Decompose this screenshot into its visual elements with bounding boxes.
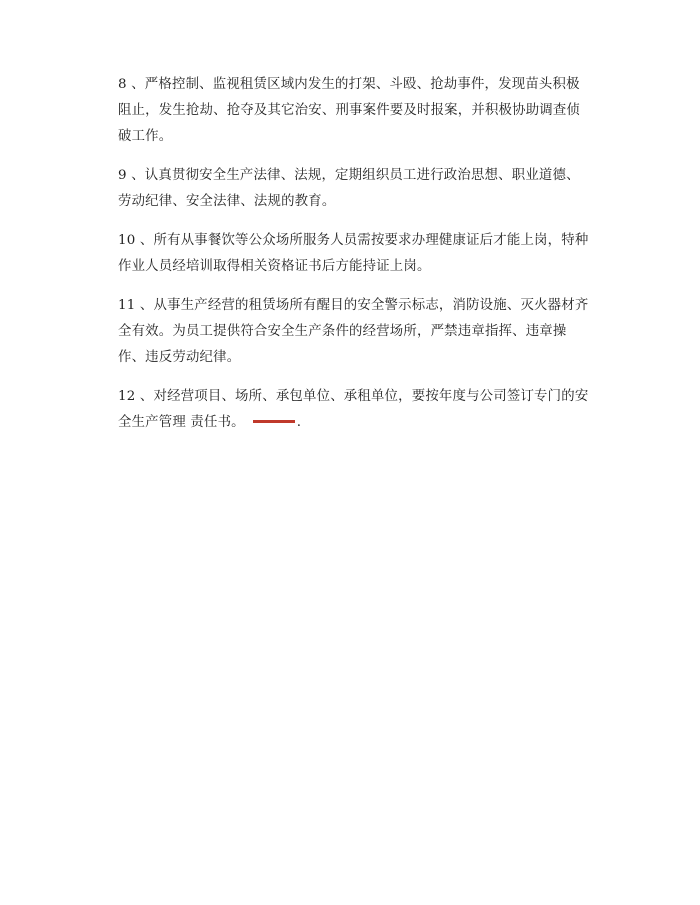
paragraph-text: 、从事生产经营的租赁场所有醒目的安全警示标志，消防设施、灭火器材齐全有效。为员工提供符合安全生产条件的经营场所，严禁违章指挥、违章操作、违反劳动纪律。 bbox=[118, 298, 589, 365]
paragraph-8 bbox=[118, 72, 593, 150]
paragraph-number: 8 bbox=[118, 77, 127, 92]
paragraph-9 bbox=[118, 163, 593, 215]
paragraph-number: 12 bbox=[118, 389, 136, 404]
paragraph-number: 10 bbox=[118, 233, 136, 248]
paragraph-12 bbox=[118, 384, 593, 436]
paragraph-number: 9 bbox=[118, 168, 127, 183]
paragraph-11 bbox=[118, 293, 593, 371]
paragraph-text: 、对经营项目、场所、承包单位、承租单位，要按年度与公司签订专门的安全生产管理 责任书。 bbox=[118, 389, 589, 430]
trailing-period: . bbox=[296, 415, 302, 430]
paragraph-10 bbox=[118, 228, 593, 280]
red-underline-mark bbox=[253, 420, 295, 423]
document-body bbox=[118, 72, 593, 449]
paragraph-number: 11 bbox=[118, 298, 136, 313]
paragraph-text: 、严格控制、监视租赁区域内发生的打架、斗殴、抢劫事件，发现苗头积极阻止，发生抢劫、抢夺及其它治安、刑事案件要及时报案，并积极协助调查侦破工作。 bbox=[118, 77, 581, 144]
paragraph-text: 、所有从事餐饮等公众场所服务人员需按要求办理健康证后才能上岗，特种作业人员经培训取得相关资格证书后方能持证上岗。 bbox=[118, 233, 589, 274]
paragraph-text: 、认真贯彻安全生产法律、法规，定期组织员工进行政治思想、职业道德、劳动纪律、安全法律、法规的教育。 bbox=[118, 168, 580, 209]
